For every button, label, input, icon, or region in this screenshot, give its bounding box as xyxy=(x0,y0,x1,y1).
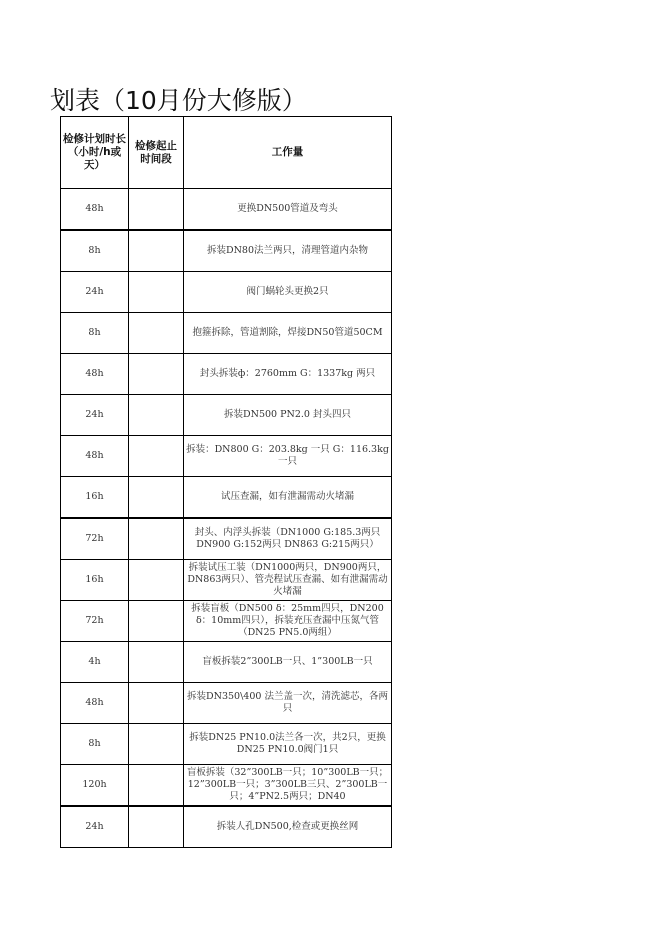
column-header-period[interactable]: 检修起止时间段 xyxy=(129,117,184,189)
table-row xyxy=(61,477,392,519)
period-cell[interactable] xyxy=(129,560,184,601)
duration-cell[interactable]: 16h xyxy=(61,560,129,601)
work-cell[interactable]: 拆装盲板（DN500 δ：25mm四只，DN200 δ：10mm四只），拆装充压查漏中压氮气管（DN25 PN5.0两组） xyxy=(184,601,392,642)
period-cell[interactable] xyxy=(129,272,184,313)
duration-cell[interactable]: 8h xyxy=(61,313,129,354)
duration-cell[interactable]: 72h xyxy=(61,518,129,560)
work-cell[interactable]: 拆装：DN800 G：203.8kg 一只 G：116.3kg 一只 xyxy=(184,436,392,477)
period-cell[interactable] xyxy=(129,477,184,519)
duration-cell[interactable]: 48h xyxy=(61,189,129,231)
period-cell[interactable] xyxy=(129,806,184,848)
work-cell[interactable]: 封头拆装ф：2760mm G：1337kg 两只 xyxy=(184,354,392,395)
work-cell[interactable]: 试压查漏，如有泄漏需动火堵漏 xyxy=(184,477,392,519)
column-header-work[interactable]: 工作量 xyxy=(184,117,392,189)
work-cell[interactable]: 更换DN500管道及弯头 xyxy=(184,189,392,231)
work-cell[interactable]: 拆装DN80法兰两只，清理管道内杂物 xyxy=(184,230,392,272)
period-cell[interactable] xyxy=(129,395,184,436)
duration-cell[interactable]: 48h xyxy=(61,436,129,477)
work-cell[interactable]: 抱箍拆除，管道割除，焊接DN50管道50CM xyxy=(184,313,392,354)
work-cell[interactable]: 拆装DN25 PN10.0法兰各一次，共2只，更换DN25 PN10.0阀门1只 xyxy=(184,724,392,765)
period-cell[interactable] xyxy=(129,230,184,272)
duration-cell[interactable]: 24h xyxy=(61,806,129,848)
work-cell[interactable]: 盲板拆装（32”300LB一只；10”300LB一只；12”300LB一只；3”300LB三只、2”300LB一只；4”PN2.5两只；DN40 xyxy=(184,765,392,807)
table-row xyxy=(61,272,392,313)
table-row xyxy=(61,436,392,477)
table-row xyxy=(61,806,392,848)
period-cell[interactable] xyxy=(129,313,184,354)
table-row xyxy=(61,395,392,436)
work-cell[interactable]: 拆装DN350\400 法兰盖一次，清洗滤芯，各两只 xyxy=(184,683,392,724)
table-row xyxy=(61,189,392,231)
period-cell[interactable] xyxy=(129,189,184,231)
duration-cell[interactable]: 4h xyxy=(61,642,129,683)
work-cell[interactable]: 拆装试压工装（DN1000两只，DN900两只，DN863两只）、管壳程试压查漏、如有泄漏需动火堵漏 xyxy=(184,560,392,601)
table-row xyxy=(61,601,392,642)
period-cell[interactable] xyxy=(129,354,184,395)
period-cell[interactable] xyxy=(129,683,184,724)
header-row xyxy=(61,117,392,189)
duration-cell[interactable]: 48h xyxy=(61,683,129,724)
duration-cell[interactable]: 24h xyxy=(61,395,129,436)
period-cell[interactable] xyxy=(129,601,184,642)
table-row xyxy=(61,313,392,354)
duration-cell[interactable]: 120h xyxy=(61,765,129,807)
period-cell[interactable] xyxy=(129,436,184,477)
table-row xyxy=(61,354,392,395)
period-cell[interactable] xyxy=(129,642,184,683)
period-cell[interactable] xyxy=(129,765,184,807)
duration-cell[interactable]: 24h xyxy=(61,272,129,313)
work-cell[interactable]: 阀门蜗轮头更换2只 xyxy=(184,272,392,313)
table-row xyxy=(61,518,392,560)
table-row xyxy=(61,683,392,724)
period-cell[interactable] xyxy=(129,724,184,765)
table-row xyxy=(61,230,392,272)
table-row xyxy=(61,765,392,807)
duration-cell[interactable]: 8h xyxy=(61,230,129,272)
duration-cell[interactable]: 72h xyxy=(61,601,129,642)
table-row xyxy=(61,642,392,683)
duration-cell[interactable]: 48h xyxy=(61,354,129,395)
column-header-duration[interactable]: 检修计划时长（小时/h或天） xyxy=(61,117,129,189)
work-cell[interactable]: 封头、内浮头拆装（DN1000 G:185.3两只 DN900 G:152两只 DN863 G:215两只） xyxy=(184,518,392,560)
duration-cell[interactable]: 16h xyxy=(61,477,129,519)
work-cell[interactable]: 盲板拆装2”300LB一只、1”300LB一只 xyxy=(184,642,392,683)
maintenance-plan-table xyxy=(60,116,392,848)
table-row xyxy=(61,724,392,765)
period-cell[interactable] xyxy=(129,518,184,560)
sheet-title: 划表（10月份大修版） xyxy=(50,86,307,115)
table-row xyxy=(61,560,392,601)
work-cell[interactable]: 拆装DN500 PN2.0 封头四只 xyxy=(184,395,392,436)
duration-cell[interactable]: 8h xyxy=(61,724,129,765)
work-cell[interactable]: 拆装人孔DN500,检查或更换丝网 xyxy=(184,806,392,848)
